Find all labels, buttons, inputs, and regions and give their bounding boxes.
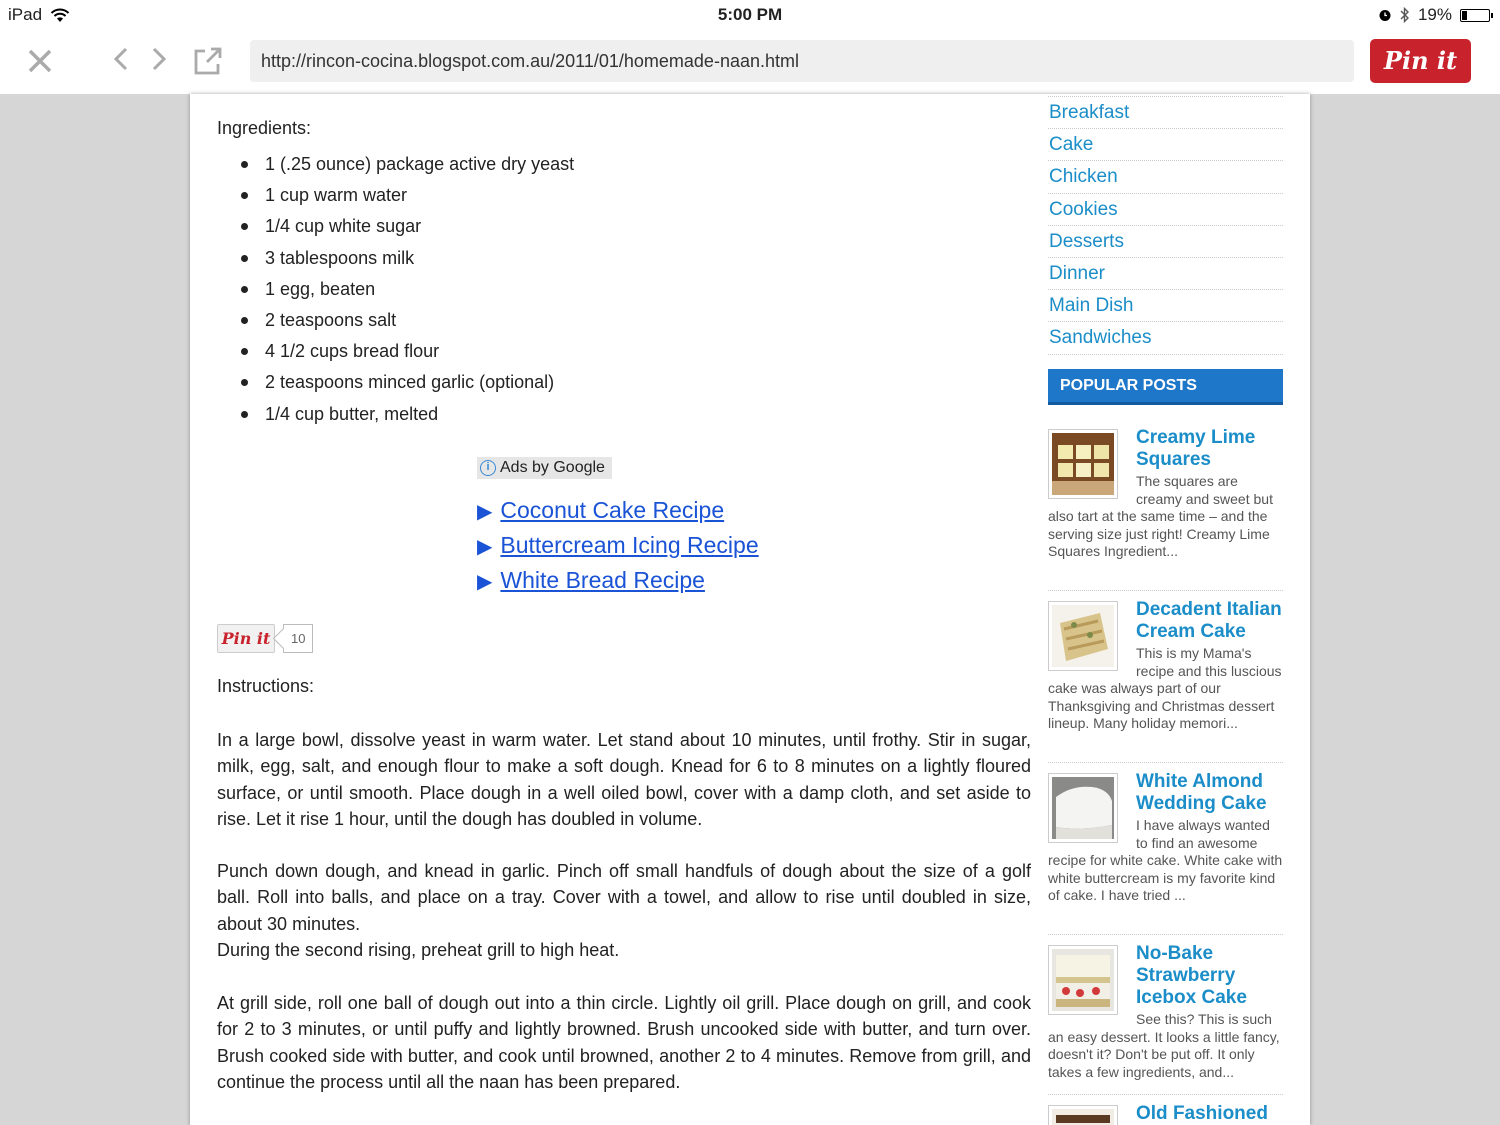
bluetooth-icon <box>1400 7 1410 23</box>
status-time: 5:00 PM <box>717 5 783 24</box>
back-icon[interactable] <box>112 44 130 81</box>
post-divider <box>1048 590 1283 591</box>
ingredient-item: 3 tablespoons milk <box>265 246 574 277</box>
post-title-link[interactable]: Creamy Lime Squares <box>1136 427 1256 470</box>
ad-link-label: Buttercream Icing Recipe <box>500 532 759 558</box>
popular-posts-heading: POPULAR POSTS <box>1048 369 1283 405</box>
ingredient-item: 2 teaspoons salt <box>265 308 574 339</box>
alarm-icon <box>1378 8 1392 22</box>
instruction-paragraph: At grill side, roll one ball of dough out into a thin circle. Lightly oil grill. Place dough on grill, and cook for 2 to 3 minutes, or until puffy and lightly browned. Brush uncooked side with butter, and turn over. Brush cooked side with butter, and cook until browned, another 2 to 4 minutes. Remove from grill, and continue the process until all the naan has been prepared. <box>217 993 1031 1092</box>
play-triangle-icon: ▶ <box>477 536 493 558</box>
ads-label: Ads by Google <box>500 459 605 476</box>
web-page <box>190 94 1310 1125</box>
instruction-paragraph: During the second rising, preheat grill to high heat. <box>217 940 620 960</box>
ads-by-google-badge[interactable] <box>477 457 612 479</box>
device-name: iPad <box>8 5 43 24</box>
popular-post <box>1048 599 1283 733</box>
ingredient-item: 2 teaspoons minced garlic (optional) <box>265 370 574 401</box>
post-excerpt: See this? This is such an easy dessert. It looks a little fancy, doesn't it? Don't be put off. It only takes a few ingredients, and... <box>1048 1011 1280 1080</box>
post-thumbnail[interactable] <box>1048 945 1118 1015</box>
post-title-link[interactable]: Old Fashioned <box>1136 1103 1268 1124</box>
post-thumbnail[interactable] <box>1048 1105 1118 1125</box>
ingredient-item: 1/4 cup white sugar <box>265 214 574 245</box>
ad-link-label: White Bread Recipe <box>500 567 705 593</box>
ingredient-item: 4 1/2 cups bread flour <box>265 339 574 370</box>
popular-post <box>1048 427 1283 561</box>
open-external-icon[interactable] <box>192 45 224 77</box>
post-divider <box>1048 1094 1283 1095</box>
instruction-paragraph: Punch down dough, and knead in garlic. Pinch off small handfuls of dough about the size of a golf ball. Roll into balls, and place on a tray. Cover with a towel, and allow to rise until doubled in size, about 30 minutes. <box>217 861 1031 934</box>
post-excerpt: I have always wanted to find an awesome recipe for white cake. White cake with white buttercream is my favorite kind of cake. I have tried ... <box>1048 817 1283 903</box>
ingredient-item: 1/4 cup butter, melted <box>265 402 574 433</box>
instructions-heading: Instructions: <box>217 676 315 696</box>
pin-it-widget <box>217 624 313 653</box>
category-link[interactable]: Sandwiches <box>1048 322 1283 354</box>
post-title-link[interactable]: No-Bake Strawberry Icebox Cake <box>1136 943 1247 1008</box>
ad-link[interactable] <box>477 493 759 528</box>
post-thumbnail[interactable] <box>1048 601 1118 671</box>
pin-it-small-button[interactable]: Pin it <box>217 624 275 653</box>
ingredients-heading: Ingredients: <box>217 118 312 138</box>
category-link[interactable]: Dinner <box>1048 258 1283 290</box>
url-field[interactable]: http://rincon-cocina.blogspot.com.au/2011/01/homemade-naan.html <box>250 40 1354 82</box>
category-link[interactable]: Breakfast <box>1048 97 1283 129</box>
ad-link-label: Coconut Cake Recipe <box>500 497 725 523</box>
ingredients-list <box>265 152 574 433</box>
battery-icon <box>1460 9 1490 22</box>
play-triangle-icon: ▶ <box>477 571 493 593</box>
popular-post <box>1048 1103 1283 1125</box>
popular-post <box>1048 943 1283 1081</box>
ads-block <box>477 454 759 598</box>
status-bar <box>0 0 1500 30</box>
post-excerpt: This is my Mama's recipe and this luscious cake was always part of our Thanksgiving and Christmas dessert lineup. Many holiday memori... <box>1048 645 1282 731</box>
category-list <box>1048 96 1283 355</box>
close-icon[interactable] <box>24 45 56 77</box>
pin-it-button[interactable]: Pin it <box>1370 39 1471 83</box>
category-link[interactable]: Cookies <box>1048 194 1283 226</box>
category-link[interactable]: Cake <box>1048 129 1283 161</box>
post-title-link[interactable]: White Almond Wedding Cake <box>1136 771 1267 814</box>
category-link[interactable]: Main Dish <box>1048 290 1283 322</box>
ad-link[interactable] <box>477 563 759 598</box>
post-thumbnail[interactable] <box>1048 429 1118 499</box>
play-triangle-icon: ▶ <box>477 501 493 523</box>
pin-count: 10 <box>283 624 313 653</box>
post-title-link[interactable]: Decadent Italian Cream Cake <box>1136 599 1282 642</box>
post-divider <box>1048 762 1283 763</box>
popular-post <box>1048 771 1283 905</box>
ingredient-item: 1 egg, beaten <box>265 277 574 308</box>
browser-toolbar <box>0 30 1500 94</box>
ingredient-item: 1 cup warm water <box>265 183 574 214</box>
instruction-paragraph: In a large bowl, dissolve yeast in warm water. Let stand about 10 minutes, until frothy. Stir in sugar, milk, egg, salt, and enough flour to make a soft dough. Knead for 6 to 8 minutes on a lightly floured surface, or until smooth. Place dough in a well oiled bowl, cover with a damp cloth, and set aside to rise. Let it rise 1 hour, until the dough has doubled in volume. <box>217 730 1031 829</box>
forward-icon[interactable] <box>150 44 168 81</box>
ingredient-item: 1 (.25 ounce) package active dry yeast <box>265 152 574 183</box>
ad-link[interactable] <box>477 528 759 563</box>
post-divider <box>1048 934 1283 935</box>
battery-percent: 19% <box>1417 5 1452 24</box>
post-excerpt: The squares are creamy and sweet but also tart at the same time – and the serving size just right! Creamy Lime Squares Ingredient... <box>1048 473 1273 559</box>
category-link[interactable]: Chicken <box>1048 161 1283 193</box>
category-link[interactable]: Desserts <box>1048 226 1283 258</box>
post-thumbnail[interactable] <box>1048 773 1118 843</box>
info-icon: i <box>480 460 496 476</box>
